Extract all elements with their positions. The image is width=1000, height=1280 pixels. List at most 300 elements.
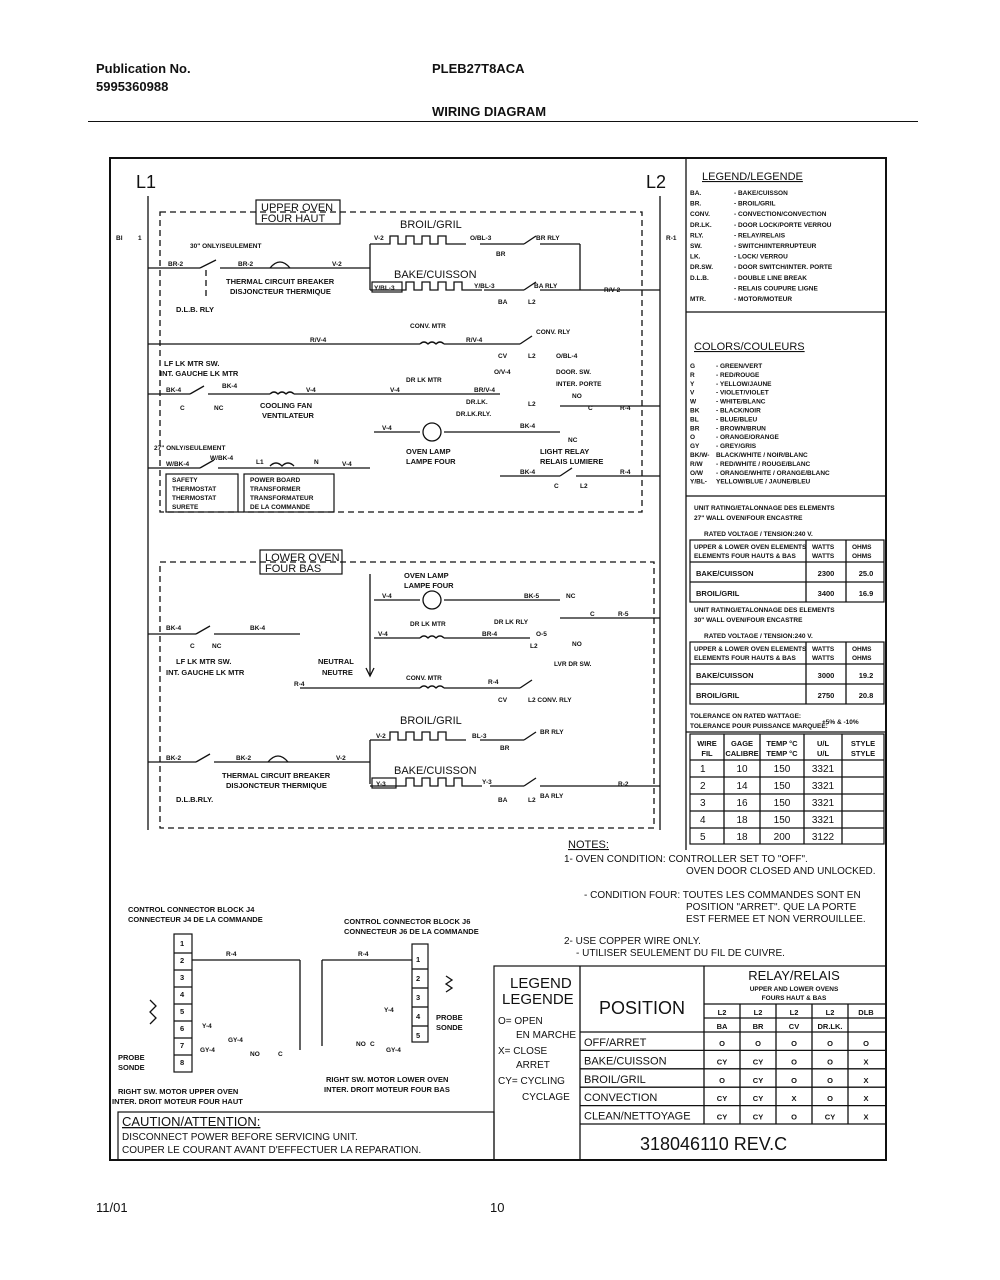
svg-text:BR: BR: [496, 251, 506, 258]
lower-bake-element: [370, 778, 482, 786]
svg-text:LEGENDE: LEGENDE: [502, 991, 574, 1008]
svg-text:DR LK RLY: DR LK RLY: [494, 619, 529, 626]
svg-text:LVR DR SW.: LVR DR SW.: [554, 661, 592, 668]
svg-text:BR RLY: BR RLY: [540, 729, 564, 736]
svg-text:OVEN LAMP: OVEN LAMP: [404, 571, 449, 580]
svg-text:CY: CY: [824, 1112, 836, 1122]
upper-oven-label: UPPER OVEN: [261, 202, 334, 214]
publication-number: 5995360988: [96, 79, 169, 94]
svg-text:C: C: [590, 611, 595, 618]
color-item-code: BK: [690, 407, 700, 415]
svg-text:THERMOSTAT: THERMOSTAT: [172, 495, 217, 502]
color-item-desc: - BLACK/NOIR: [716, 407, 761, 415]
svg-text:DISJONCTEUR THERMIQUE: DISJONCTEUR THERMIQUE: [230, 287, 331, 296]
svg-text:NO: NO: [356, 1041, 366, 1048]
svg-text:3321: 3321: [811, 798, 835, 809]
svg-text:FOURS HAUT & BAS: FOURS HAUT & BAS: [761, 995, 827, 1002]
relay-title: RELAY/RELAIS: [748, 968, 840, 983]
svg-text:INT. GAUCHE LK MTR: INT. GAUCHE LK MTR: [166, 668, 245, 677]
svg-text:18: 18: [736, 832, 748, 843]
svg-text:NC: NC: [568, 437, 578, 444]
svg-text:BK-4: BK-4: [222, 383, 238, 390]
svg-text:LAMPE FOUR: LAMPE FOUR: [406, 457, 456, 466]
svg-text:NO: NO: [572, 641, 582, 648]
svg-text:CONNECTEUR J4 DE LA COMMANDE: CONNECTEUR J4 DE LA COMMANDE: [128, 915, 263, 924]
part-number: 318046110 REV.C: [640, 1134, 788, 1154]
svg-text:V-2: V-2: [332, 261, 342, 268]
svg-text:R-4: R-4: [620, 405, 631, 412]
svg-text:CY: CY: [752, 1112, 764, 1122]
color-item-code: O/W: [690, 469, 703, 477]
svg-text:THERMAL CIRCUIT BREAKER: THERMAL CIRCUIT BREAKER: [226, 277, 335, 286]
colors-list: [690, 363, 830, 486]
color-item-desc: - GREY/GRIS: [716, 443, 757, 451]
svg-text:NO: NO: [250, 1051, 260, 1058]
svg-text:TOLERANCE POUR PUISSANCE MARQU: TOLERANCE POUR PUISSANCE MARQUEE:: [690, 723, 828, 730]
svg-text:CY: CY: [752, 1094, 764, 1104]
svg-text:1: 1: [138, 235, 142, 242]
svg-text:RIGHT SW. MOTOR UPPER OVEN: RIGHT SW. MOTOR UPPER OVEN: [118, 1087, 239, 1096]
svg-text:L2: L2: [530, 643, 538, 650]
svg-text:O: O: [863, 1039, 869, 1048]
svg-text:CONNECTEUR J6 DE LA COMMANDE: CONNECTEUR J6 DE LA COMMANDE: [344, 927, 479, 936]
legend-item-desc: - MOTOR/MOTEUR: [734, 296, 793, 303]
svg-text:BL-3: BL-3: [472, 733, 487, 740]
svg-text:X: X: [791, 1094, 797, 1104]
svg-text:BI: BI: [116, 235, 123, 242]
svg-text:L2: L2: [528, 401, 536, 408]
svg-text:O: O: [791, 1075, 797, 1085]
svg-text:C: C: [180, 405, 185, 412]
svg-text:O: O: [791, 1057, 797, 1067]
svg-text:W/BK-4: W/BK-4: [166, 461, 190, 468]
svg-text:200: 200: [773, 832, 791, 843]
svg-text:V-4: V-4: [342, 461, 352, 468]
rating-row-label: BAKE/CUISSON: [696, 671, 754, 680]
svg-text:INT. GAUCHE LK MTR: INT. GAUCHE LK MTR: [160, 369, 239, 378]
wire-head: WIRE: [697, 739, 717, 748]
j4-pin: 1: [180, 939, 185, 948]
color-item-code: R/W: [690, 460, 703, 468]
svg-text:30" WALL OVEN/FOUR ENCASTRE: 30" WALL OVEN/FOUR ENCASTRE: [694, 617, 803, 624]
upper-oven-lamp-icon: [423, 423, 441, 441]
lower-bake-label: BAKE/CUISSON: [394, 765, 477, 777]
legend-item-abbr: DR.SW.: [690, 264, 714, 272]
svg-text:C: C: [370, 1041, 375, 1048]
svg-text:C: C: [588, 405, 593, 412]
svg-text:BR/V-4: BR/V-4: [474, 387, 495, 394]
svg-text:DOOR. SW.: DOOR. SW.: [556, 369, 592, 376]
l2-label: L2: [646, 172, 667, 192]
svg-text:R-4: R-4: [620, 469, 631, 476]
svg-text:150: 150: [773, 815, 791, 826]
svg-text:RIGHT SW. MOTOR LOWER OVEN: RIGHT SW. MOTOR LOWER OVEN: [326, 1075, 449, 1084]
svg-text:BK-5: BK-5: [524, 593, 540, 600]
svg-text:3321: 3321: [811, 815, 835, 826]
svg-text:CV: CV: [498, 353, 508, 360]
j4-pin: 3: [180, 973, 185, 982]
svg-text:RATED VOLTAGE / TENSION:240 V.: RATED VOLTAGE / TENSION:240 V.: [704, 633, 813, 640]
rating-ohms: 19.2: [858, 671, 874, 680]
svg-text:- CONDITION FOUR: TOUTES LES: - CONDITION FOUR: TOUTES LES COMMANDES SONT EN: [584, 890, 861, 901]
svg-text:ARRET: ARRET: [516, 1060, 550, 1071]
svg-text:ELEMENTS FOUR HAUTS & BAS: ELEMENTS FOUR HAUTS & BAS: [694, 655, 796, 662]
svg-text:BK-2: BK-2: [236, 755, 252, 762]
svg-text:LIGHT RELAY: LIGHT RELAY: [540, 447, 590, 456]
svg-text:CY: CY: [716, 1112, 728, 1122]
svg-text:POWER BOARD: POWER BOARD: [250, 477, 301, 484]
j4-pin: 2: [180, 956, 185, 965]
svg-text:BR-4: BR-4: [482, 631, 498, 638]
j4-pin: 6: [180, 1024, 185, 1033]
page-title: WIRING DIAGRAM: [432, 104, 547, 119]
svg-text:CY= CYCLING: CY= CYCLING: [498, 1076, 565, 1087]
legend-item-abbr: DR.LK.: [690, 221, 712, 229]
svg-text:ELEMENTS FOUR HAUTS & BAS: ELEMENTS FOUR HAUTS & BAS: [694, 553, 796, 560]
svg-text:C: C: [278, 1051, 283, 1058]
colors-title: COLORS/COULEURS: [694, 341, 805, 353]
svg-text:O: O: [719, 1039, 725, 1048]
color-item-code: O: [690, 434, 696, 442]
svg-text:W/BK-4: W/BK-4: [210, 455, 234, 462]
wire-row: 5: [700, 832, 706, 843]
svg-text:POSITION "ARRET". QUE LA PORTE: POSITION "ARRET". QUE LA PORTE: [686, 902, 857, 913]
svg-text:WATTS: WATTS: [812, 655, 835, 662]
svg-text:X= CLOSE: X= CLOSE: [498, 1046, 548, 1057]
svg-text:30" ONLY/SEULEMENT: 30" ONLY/SEULEMENT: [190, 243, 262, 250]
svg-text:STYLE: STYLE: [850, 749, 876, 758]
wire-table: [690, 734, 884, 844]
upper-oven-region: [160, 212, 642, 512]
svg-text:BA RLY: BA RLY: [534, 283, 558, 290]
svg-text:BR: BR: [500, 745, 510, 752]
svg-text:U/L: U/L: [816, 749, 830, 758]
l1-label: L1: [136, 172, 157, 192]
svg-text:SURETE: SURETE: [172, 504, 199, 511]
rating-ohms: 25.0: [858, 569, 874, 578]
lower-oven-lamp-icon: [423, 591, 441, 609]
svg-text:O/BL-4: O/BL-4: [556, 353, 578, 360]
svg-text:GY-4: GY-4: [228, 1037, 243, 1044]
svg-text:TOLERANCE ON RATED WATTAGE:: TOLERANCE ON RATED WATTAGE:: [690, 713, 802, 720]
color-item-code: R: [690, 371, 695, 379]
svg-text:FOUR BAS: FOUR BAS: [265, 563, 322, 575]
svg-text:BR-2: BR-2: [238, 261, 254, 268]
lower-broil-label: BROIL/GRIL: [400, 715, 462, 727]
svg-text:UPPER & LOWER OVEN ELEMENTS: UPPER & LOWER OVEN ELEMENTS: [694, 646, 807, 653]
notes-title: NOTES:: [568, 839, 609, 851]
svg-text:BR-2: BR-2: [168, 261, 184, 268]
svg-text:SONDE: SONDE: [436, 1023, 463, 1032]
relay-col: L2: [753, 1008, 763, 1017]
svg-text:BA: BA: [716, 1022, 728, 1031]
svg-text:NC: NC: [566, 593, 576, 600]
svg-text:16: 16: [736, 798, 748, 809]
lower-oven-label: LOWER OVEN: [265, 552, 340, 564]
legend-item-abbr: CONV.: [690, 211, 710, 219]
svg-text:L2: L2: [528, 353, 536, 360]
relay-table: [580, 966, 886, 1124]
svg-text:CONTROL CONNECTOR BLOCK J4: CONTROL CONNECTOR BLOCK J4: [128, 905, 255, 914]
j6-pin: 5: [416, 1031, 421, 1040]
svg-text:V-2: V-2: [336, 755, 346, 762]
relay-row: CONVECTION: [584, 1092, 658, 1105]
color-item-code: GY: [690, 443, 700, 451]
svg-text:X: X: [863, 1075, 869, 1085]
svg-text:150: 150: [773, 764, 791, 775]
j4-pin: 4: [180, 990, 185, 999]
svg-text:CONTROL CONNECTOR BLOCK J6: CONTROL CONNECTOR BLOCK J6: [344, 917, 471, 926]
svg-text:L1: L1: [256, 459, 264, 466]
svg-text:R-5: R-5: [618, 611, 629, 618]
svg-text:OHMS: OHMS: [852, 544, 872, 551]
model-number: PLEB27T8ACA: [432, 61, 525, 76]
svg-text:SONDE: SONDE: [118, 1063, 145, 1072]
svg-text:DR.LK.RLY.: DR.LK.RLY.: [456, 411, 492, 418]
j6-pin: 2: [416, 974, 421, 983]
svg-text:R-4: R-4: [488, 679, 499, 686]
color-item-desc: - GREEN/VERT: [716, 363, 763, 370]
svg-text:R/V-4: R/V-4: [310, 337, 327, 344]
upper-broil-element: [370, 236, 466, 244]
svg-text:BK-4: BK-4: [166, 625, 182, 632]
rating-row-label: BROIL/GRIL: [696, 589, 740, 598]
rating-watts: 2300: [817, 569, 835, 578]
svg-text:NEUTRE: NEUTRE: [322, 668, 353, 677]
dlb-relay-label: D.L.B. RLY: [176, 305, 215, 314]
color-item-desc: - WHITE/BLANC: [716, 398, 766, 406]
svg-text:INTER. DROIT MOTEUR FOUR BAS: INTER. DROIT MOTEUR FOUR BAS: [324, 1085, 450, 1094]
wire-head: GAGE: [730, 739, 754, 748]
svg-text:NC: NC: [214, 405, 224, 412]
svg-text:O: O: [827, 1075, 833, 1085]
svg-text:DE LA COMMANDE: DE LA COMMANDE: [250, 504, 311, 511]
wire-row: 1: [700, 764, 706, 775]
legend-item-desc: - BAKE/CUISSON: [734, 190, 788, 197]
rating-watts: 3400: [817, 589, 835, 598]
color-item-desc: - RED/ROUGE: [716, 371, 760, 379]
svg-text:EN MARCHE: EN MARCHE: [516, 1030, 577, 1041]
color-item-desc: - BROWN/BRUN: [716, 425, 766, 433]
svg-text:O/BL-3: O/BL-3: [470, 235, 492, 242]
upper-bake-label: BAKE/CUISSON: [394, 269, 477, 281]
svg-text:OHMS: OHMS: [852, 553, 872, 560]
svg-text:Y/BL-3: Y/BL-3: [474, 283, 495, 290]
svg-text:CY: CY: [716, 1057, 728, 1067]
svg-text:RATED VOLTAGE / TENSION:240 V.: RATED VOLTAGE / TENSION:240 V.: [704, 531, 813, 538]
svg-text:L2: L2: [528, 797, 536, 804]
svg-text:V-4: V-4: [378, 631, 388, 638]
svg-text:O: O: [827, 1039, 833, 1048]
svg-text:27" WALL OVEN/FOUR ENCASTRE: 27" WALL OVEN/FOUR ENCASTRE: [694, 515, 803, 522]
svg-text:BK-4: BK-4: [520, 469, 536, 476]
svg-text:CALIBRE: CALIBRE: [725, 749, 759, 758]
svg-text:CY: CY: [716, 1094, 728, 1104]
legend-item-desc: - RELAIS COUPURE LIGNE: [734, 285, 818, 293]
relay-col: DLB: [858, 1008, 874, 1017]
legend-item-desc: - DOUBLE LINE BREAK: [734, 274, 807, 282]
svg-text:OHMS: OHMS: [852, 646, 872, 653]
svg-text:GY-4: GY-4: [386, 1047, 401, 1054]
rating-30-table: [690, 607, 884, 704]
legend-item-desc: - RELAY/RELAIS: [734, 232, 786, 240]
svg-text:O: O: [755, 1039, 761, 1048]
rating-ohms: 16.9: [858, 589, 874, 598]
svg-text:R/V-2: R/V-2: [604, 287, 621, 294]
svg-text:INTER. PORTE: INTER. PORTE: [556, 381, 602, 388]
color-item-code: V: [690, 389, 695, 397]
legend-title: LEGEND/LEGENDE: [702, 171, 803, 183]
svg-text:DR.LK.: DR.LK.: [466, 399, 488, 406]
j4-pin: 5: [180, 1007, 185, 1016]
rating-row-label: BROIL/GRIL: [696, 691, 740, 700]
svg-text:THERMOSTAT: THERMOSTAT: [172, 486, 217, 493]
svg-text:CONV. MTR: CONV. MTR: [406, 675, 442, 682]
svg-text:O: O: [827, 1094, 833, 1104]
svg-text:150: 150: [773, 781, 791, 792]
color-item-desc: - BLUE/BLEU: [716, 416, 758, 424]
legend-item-desc: - CONVECTION/CONVECTION: [734, 211, 827, 219]
svg-text:O: O: [791, 1112, 797, 1122]
wire-row: 2: [700, 781, 706, 792]
svg-text:V-4: V-4: [382, 425, 392, 432]
legend-item-desc: - BROIL/GRIL: [734, 200, 776, 208]
legend-item-abbr: RLY.: [690, 232, 704, 240]
svg-text:1- OVEN CONDITION: CONTROLLER: 1- OVEN CONDITION: CONTROLLER SET TO "OFF".: [564, 854, 808, 865]
relay-col: L2: [825, 1008, 835, 1017]
svg-text:14: 14: [736, 781, 748, 792]
svg-text:NO: NO: [572, 393, 582, 400]
color-item-code: BR: [690, 425, 700, 433]
svg-text:CY: CY: [752, 1057, 764, 1067]
j4-pin: 8: [180, 1058, 185, 1067]
wire-head: TEMP °C: [766, 739, 798, 748]
svg-text:Y-3: Y-3: [376, 781, 386, 788]
svg-text:L2: L2: [580, 483, 588, 490]
legend-item-abbr: BR.: [690, 200, 702, 208]
legend-item-desc: - DOOR LOCK/PORTE VERROU: [734, 221, 832, 229]
svg-text:X: X: [863, 1057, 869, 1067]
svg-text:LAMPE FOUR: LAMPE FOUR: [404, 581, 454, 590]
position-legend-title: LEGEND: [510, 975, 572, 992]
svg-text:O= OPEN: O= OPEN: [498, 1016, 543, 1027]
svg-text:BA: BA: [498, 299, 508, 306]
publication-label: Publication No.: [96, 61, 191, 76]
svg-text:C: C: [554, 483, 559, 490]
svg-text:O/V-4: O/V-4: [494, 369, 511, 376]
svg-text:27" ONLY/SEULEMENT: 27" ONLY/SEULEMENT: [154, 445, 226, 452]
color-item-desc: - ORANGE/ORANGE: [716, 434, 779, 442]
j4-pin: 7: [180, 1041, 185, 1050]
relay-col: L2: [717, 1008, 727, 1017]
svg-text:NC: NC: [212, 643, 222, 650]
position-label: POSITION: [598, 998, 686, 1018]
svg-text:18: 18: [736, 815, 748, 826]
svg-text:R-2: R-2: [618, 781, 629, 788]
svg-text:Y-3: Y-3: [482, 779, 492, 786]
svg-text:BA: BA: [498, 797, 508, 804]
svg-text:CYCLAGE: CYCLAGE: [522, 1092, 570, 1103]
j6-pin: 1: [416, 955, 421, 964]
color-item-code: BK/W-: [690, 452, 710, 459]
upper-broil-label: BROIL/GRIL: [400, 219, 462, 231]
svg-text:INTER. DROIT MOTEUR FOUR HAUT: INTER. DROIT MOTEUR FOUR HAUT: [112, 1097, 243, 1106]
svg-text:Y-4: Y-4: [384, 1007, 394, 1014]
svg-text:L2: L2: [528, 299, 536, 306]
svg-text:V-4: V-4: [390, 387, 400, 394]
svg-text:3122: 3122: [811, 832, 835, 843]
svg-text:NEUTRAL: NEUTRAL: [318, 657, 354, 666]
svg-text:DR LK MTR: DR LK MTR: [406, 377, 442, 384]
color-item-desc: - ORANGE/WHITE / ORANGE/BLANC: [716, 469, 830, 477]
wire-row: 3: [700, 798, 706, 809]
svg-text:C: C: [190, 643, 195, 650]
svg-text:O-5: O-5: [536, 631, 547, 638]
color-item-code: G: [690, 363, 696, 370]
svg-text:X: X: [863, 1094, 869, 1104]
svg-text:GY-4: GY-4: [200, 1047, 215, 1054]
svg-text:UNIT RATING/ETALONNAGE DES ELE: UNIT RATING/ETALONNAGE DES ELEMENTS: [694, 505, 835, 512]
svg-text:LF LK MTR SW.: LF LK MTR SW.: [176, 657, 232, 666]
legend-item-abbr: SW.: [690, 243, 702, 250]
svg-text:EST FERMEE ET NON VERROUILLEE.: EST FERMEE ET NON VERROUILLEE.: [686, 914, 866, 925]
svg-text:DR LK MTR: DR LK MTR: [410, 621, 446, 628]
svg-text:+5% & -10%: +5% & -10%: [822, 719, 859, 726]
relay-row: BAKE/CUISSON: [584, 1055, 667, 1068]
svg-text:BK-4: BK-4: [520, 423, 536, 430]
rating-watts: 2750: [817, 691, 835, 700]
svg-text:FIL: FIL: [701, 749, 713, 758]
legend-item-desc: - LOCK/ VERROU: [734, 253, 788, 261]
svg-text:TRANSFORMATEUR: TRANSFORMATEUR: [250, 495, 314, 502]
footer-page: 10: [490, 1200, 505, 1215]
svg-text:DR.LK.: DR.LK.: [817, 1022, 843, 1031]
j6-pin: 4: [416, 1012, 421, 1021]
footer-date: 11/01: [96, 1200, 128, 1215]
svg-text:BA RLY: BA RLY: [540, 793, 564, 800]
svg-text:DISCONNECT POWER BEFORE SERVIC: DISCONNECT POWER BEFORE SERVICING UNIT.: [122, 1132, 358, 1143]
svg-text:O: O: [791, 1039, 797, 1048]
relay-row: CLEAN/NETTOYAGE: [584, 1110, 691, 1123]
svg-text:CY: CY: [752, 1075, 764, 1085]
svg-text:COOLING FAN: COOLING FAN: [260, 401, 313, 410]
rating-watts: 3000: [817, 671, 835, 680]
svg-text:DISJONCTEUR THERMIQUE: DISJONCTEUR THERMIQUE: [226, 781, 327, 790]
svg-text:R-1: R-1: [666, 235, 677, 242]
caution-title: CAUTION/ATTENTION:: [122, 1114, 261, 1129]
svg-text:V-4: V-4: [382, 593, 392, 600]
svg-text:OVEN DOOR CLOSED AND UNLOCKED.: OVEN DOOR CLOSED AND UNLOCKED.: [686, 866, 876, 877]
svg-text:UPPER & LOWER OVEN ELEMENTS: UPPER & LOWER OVEN ELEMENTS: [694, 544, 807, 551]
legend-item-abbr: D.L.B.: [690, 274, 709, 282]
svg-text:- UTILISER SEULEMENT DU FIL DE: - UTILISER SEULEMENT DU FIL DE CUIVRE.: [576, 948, 785, 959]
svg-text:CV: CV: [498, 697, 508, 704]
relay-col: L2: [789, 1008, 799, 1017]
color-item-desc: - YELLOW/JAUNE: [716, 380, 772, 388]
svg-text:Y-4: Y-4: [202, 1023, 212, 1030]
svg-text:O: O: [827, 1057, 833, 1067]
svg-text:WATTS: WATTS: [812, 553, 835, 560]
svg-text:CONV. RLY: CONV. RLY: [536, 329, 571, 336]
legend-item-desc: - DOOR SWITCH/INTER. PORTE: [734, 264, 833, 272]
svg-text:OHMS: OHMS: [852, 655, 872, 662]
svg-text:R-4: R-4: [294, 681, 305, 688]
color-item-desc: BLACK/WHITE / NOIR/BLANC: [716, 452, 808, 459]
svg-text:CV: CV: [788, 1022, 800, 1031]
svg-text:150: 150: [773, 798, 791, 809]
relay-row: OFF/ARRET: [584, 1037, 647, 1049]
j6-pin: 3: [416, 993, 421, 1002]
